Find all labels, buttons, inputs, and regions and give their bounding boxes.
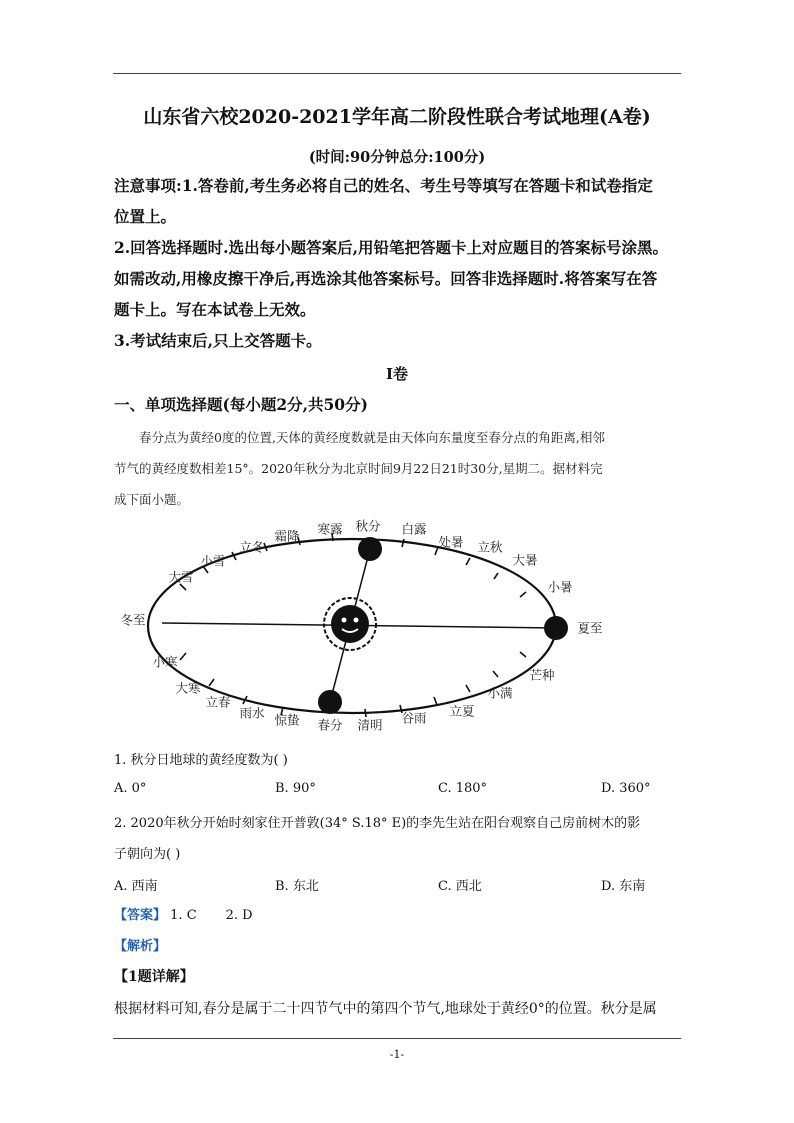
option-c[interactable]: C. 西北 <box>438 879 482 894</box>
section-title: I卷 <box>385 365 409 383</box>
exam-notes <box>114 170 684 356</box>
top-rule <box>113 73 681 74</box>
analysis-label: 【解析】 <box>114 939 167 954</box>
solar-term-label: 立春 <box>205 694 231 710</box>
solar-term-label: 处暑 <box>438 534 464 550</box>
orbit-tick <box>493 671 498 677</box>
option-a[interactable]: A. 西南 <box>114 879 158 894</box>
option-b[interactable]: B. 东北 <box>275 879 319 894</box>
solar-term-label: 清明 <box>357 717 383 733</box>
solar-term-label: 冬至 <box>120 612 146 628</box>
solar-term-label: 芒种 <box>529 667 555 683</box>
note-line: 如需改动,用橡皮擦干净后,再选涂其他答案标号。回答非选择题时.将答案写在答 <box>114 269 658 288</box>
orbit-tick <box>520 652 526 657</box>
answer-line <box>114 904 253 923</box>
orbit-tick <box>209 679 214 686</box>
orbit-tick <box>180 584 186 590</box>
sun-icon <box>324 598 376 650</box>
solar-term-label: 立秋 <box>477 539 503 555</box>
orbit-tick <box>466 558 470 565</box>
note-line: 2.回答选择题时.选出每小题答案后,用铅笔把答题卡上对应题目的答案标号涂黑。 <box>114 238 668 257</box>
orbit-tick <box>365 709 366 717</box>
bottom-rule <box>113 1038 681 1039</box>
solar-term-label: 秋分 <box>355 518 381 534</box>
solar-term-label: 惊蛰 <box>274 712 300 728</box>
orbit-tick <box>466 685 470 692</box>
answer-text: 1. C 2. D <box>170 908 253 923</box>
option-d[interactable]: D. 东南 <box>601 879 646 894</box>
option-a[interactable]: A. 0° <box>114 781 147 796</box>
solar-term-label: 小雪 <box>200 553 226 569</box>
exam-subtitle: (时间:90分钟总分:100分) <box>308 149 486 166</box>
solar-term-label: 立冬 <box>239 539 265 555</box>
question-2-line2: 子朝向为( ) <box>114 847 181 862</box>
note-line: 题卡上。写在本试卷上无效。 <box>114 300 316 319</box>
question-material <box>114 422 682 515</box>
solar-term-label: 小满 <box>487 685 513 701</box>
solar-term-label: 寒露 <box>317 521 343 537</box>
solar-term-label: 白露 <box>401 521 427 537</box>
orbit-tick <box>180 653 186 660</box>
page-title: 山东省六校2020-2021学年高二阶段性联合考试地理(A卷) <box>143 106 651 128</box>
option-d[interactable]: D. 360° <box>601 781 651 796</box>
page-number: -1- <box>389 1048 405 1061</box>
explanation-paragraph: 根据材料可知,春分是属于二十四节气中的第四个节气,地球处于黄经0°的位置。秋分是属 <box>114 1001 657 1017</box>
material-line: 春分点为黄经0度的位置,天体的黄经度数就是由天体向东量度至春分点的角距离,相邻 <box>139 430 605 445</box>
solar-term-label: 小寒 <box>152 654 178 670</box>
material-line: 成下面小题。 <box>114 492 190 507</box>
earth-summer-solstice <box>544 616 568 640</box>
solar-term-label: 夏至 <box>577 620 603 636</box>
question-1: 1. 秋分日地球的黄经度数为( ) <box>114 753 288 768</box>
note-line: 位置上。 <box>114 207 177 226</box>
solar-term-label: 大雪 <box>168 569 194 585</box>
question-2-line1: 2. 2020年秋分开始时刻家住开普敦(34° S.18° E)的李先生站在阳台观察自己房前树木的影 <box>114 816 641 831</box>
orbit-tick <box>494 573 498 579</box>
orbit-tick <box>402 539 404 547</box>
solar-term-label: 大暑 <box>512 552 538 568</box>
solar-term-label: 立夏 <box>449 703 475 719</box>
orbit-tick <box>434 697 437 705</box>
orbit-tick <box>520 592 526 597</box>
option-b[interactable]: B. 90° <box>275 781 316 796</box>
note-line: 3.考试结束后,只上交答题卡。 <box>114 331 322 350</box>
solar-term-label: 大寒 <box>175 680 201 696</box>
solar-terms-diagram <box>100 505 620 745</box>
earth-autumn-equinox <box>358 537 382 561</box>
solar-term-label: 霜降 <box>274 528 300 544</box>
solar-term-label: 谷雨 <box>401 710 427 726</box>
answer-label: 【答案】 <box>114 908 167 923</box>
option-c[interactable]: C. 180° <box>438 781 488 796</box>
note-line: 注意事项:1.答卷前,考生务必将自己的姓名、考生号等填写在答题卡和试卷指定 <box>114 176 653 195</box>
solar-term-label: 春分 <box>317 717 343 733</box>
solar-term-label: 小暑 <box>547 579 573 595</box>
material-line: 节气的黄经度数相差15°。2020年秋分为北京时间9月22日21时30分,星期二。据材料完 <box>114 461 603 476</box>
earth-spring-equinox <box>318 690 342 714</box>
detail-label: 【1题详解】 <box>114 969 194 985</box>
section-heading: 一、单项选择题(每小题2分,共50分) <box>114 395 368 414</box>
solar-term-label: 雨水 <box>239 705 265 721</box>
